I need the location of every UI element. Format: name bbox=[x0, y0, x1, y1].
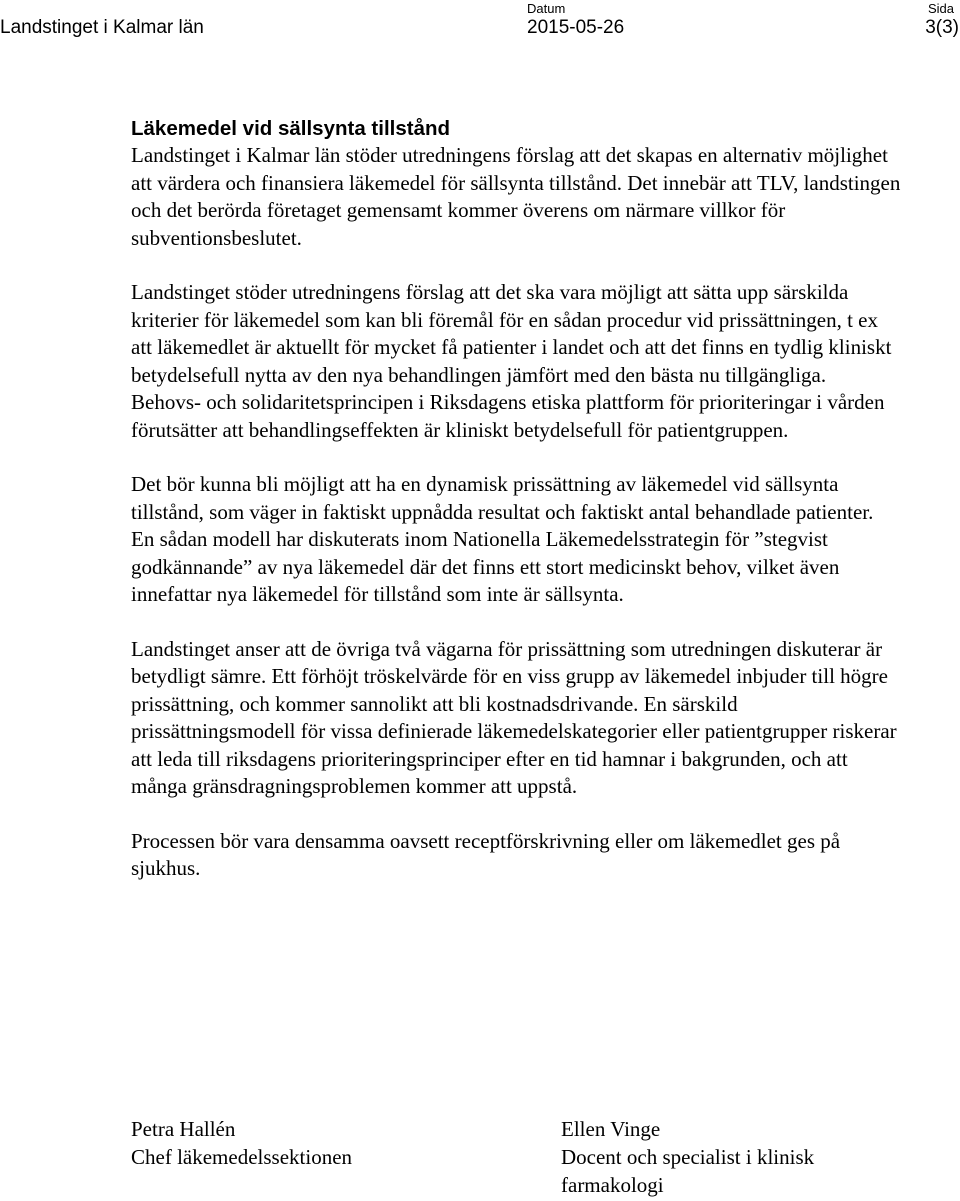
signatory-title: Chef läkemedelssektionen bbox=[131, 1145, 353, 1169]
paragraph-4: Landstinget anser att de övriga två vägarna för prissättning som utredningen diskuterar är betydligt sämre. Ett förhöjt tröskelvärde för en viss grupp av läkemedel inbjuder till högre prissättning, och kommer sannolikt att bli kostnadsdrivande. En särskild prissättningsmodell för vissa definierade läkemedelskategorier eller patientgrupper riskerar att leda till riksdagens prioriteringsprinciper efter en tid hamnar i bakgrunden, och att många gränsdragningsproblemen kommer att uppstå. bbox=[131, 636, 897, 798]
signature-block bbox=[131, 1115, 891, 1201]
signatory-1 bbox=[131, 1115, 352, 1171]
date-label: Datum bbox=[527, 1, 566, 16]
signatory-name: Ellen Vinge bbox=[561, 1117, 661, 1141]
organization-name: Landstinget i Kalmar län bbox=[0, 17, 204, 38]
document-body bbox=[131, 116, 901, 883]
document-date: 2015-05-26 bbox=[527, 17, 625, 38]
paragraph-3: Det bör kunna bli möjligt att ha en dynamisk prissättning av läkemedel vid sällsynta tillstånd, som väger in faktiskt uppnådda resultat och faktiskt antal behandlade patienter. En sådan modell har diskuterats inom Nationella Läkemedelsstrategin för ”stegvist godkännande” av nya läkemedel där det finns ett stort medicinskt behov, vilket även innefattar nya läkemedel för tillstånd som inte är sällsynta. bbox=[131, 472, 874, 606]
section-heading: Läkemedel vid sällsynta tillstånd bbox=[131, 117, 451, 140]
paragraph-5: Processen bör vara densamma oavsett receptförskrivning eller om läkemedlet ges på sjukhus. bbox=[131, 828, 841, 880]
page-number: 3(3) bbox=[925, 17, 959, 38]
page-label: Sida bbox=[927, 1, 954, 16]
signatory-title: Docent och specialist i klinisk bbox=[561, 1145, 815, 1169]
paragraph-1: Landstinget i Kalmar län stöder utredningens förslag att det skapas en alternativ möjlighet att värdera och finansiera läkemedel för sällsynta tillstånd. Det innebär att TLV, landstingen och det berörda företaget gemensamt kommer överens om närmare villkor för subventionsbeslutet. bbox=[131, 143, 901, 250]
signatory-title-continued: farmakologi bbox=[561, 1173, 664, 1197]
signatory-2 bbox=[561, 1115, 814, 1199]
signatory-name: Petra Hallén bbox=[131, 1117, 236, 1141]
paragraph-2: Landstinget stöder utredningens förslag att det ska vara möjligt att sätta upp särskilda kriterier för läkemedel som kan bli föremål för en sådan procedur vid prissättningen, t ex att läkemedlet är aktuellt för mycket få patienter i landet och att det finns en tydlig kliniskt betydelsefull nytta av den nya behandlingen jämfört med den bästa nu tillgängliga. Behovs- och solidaritetsprincipen i Riksdagens etiska plattform för prioriteringar i vården förutsätter att behandlingseffekten är kliniskt betydelsefull för patientgruppen. bbox=[131, 280, 892, 442]
